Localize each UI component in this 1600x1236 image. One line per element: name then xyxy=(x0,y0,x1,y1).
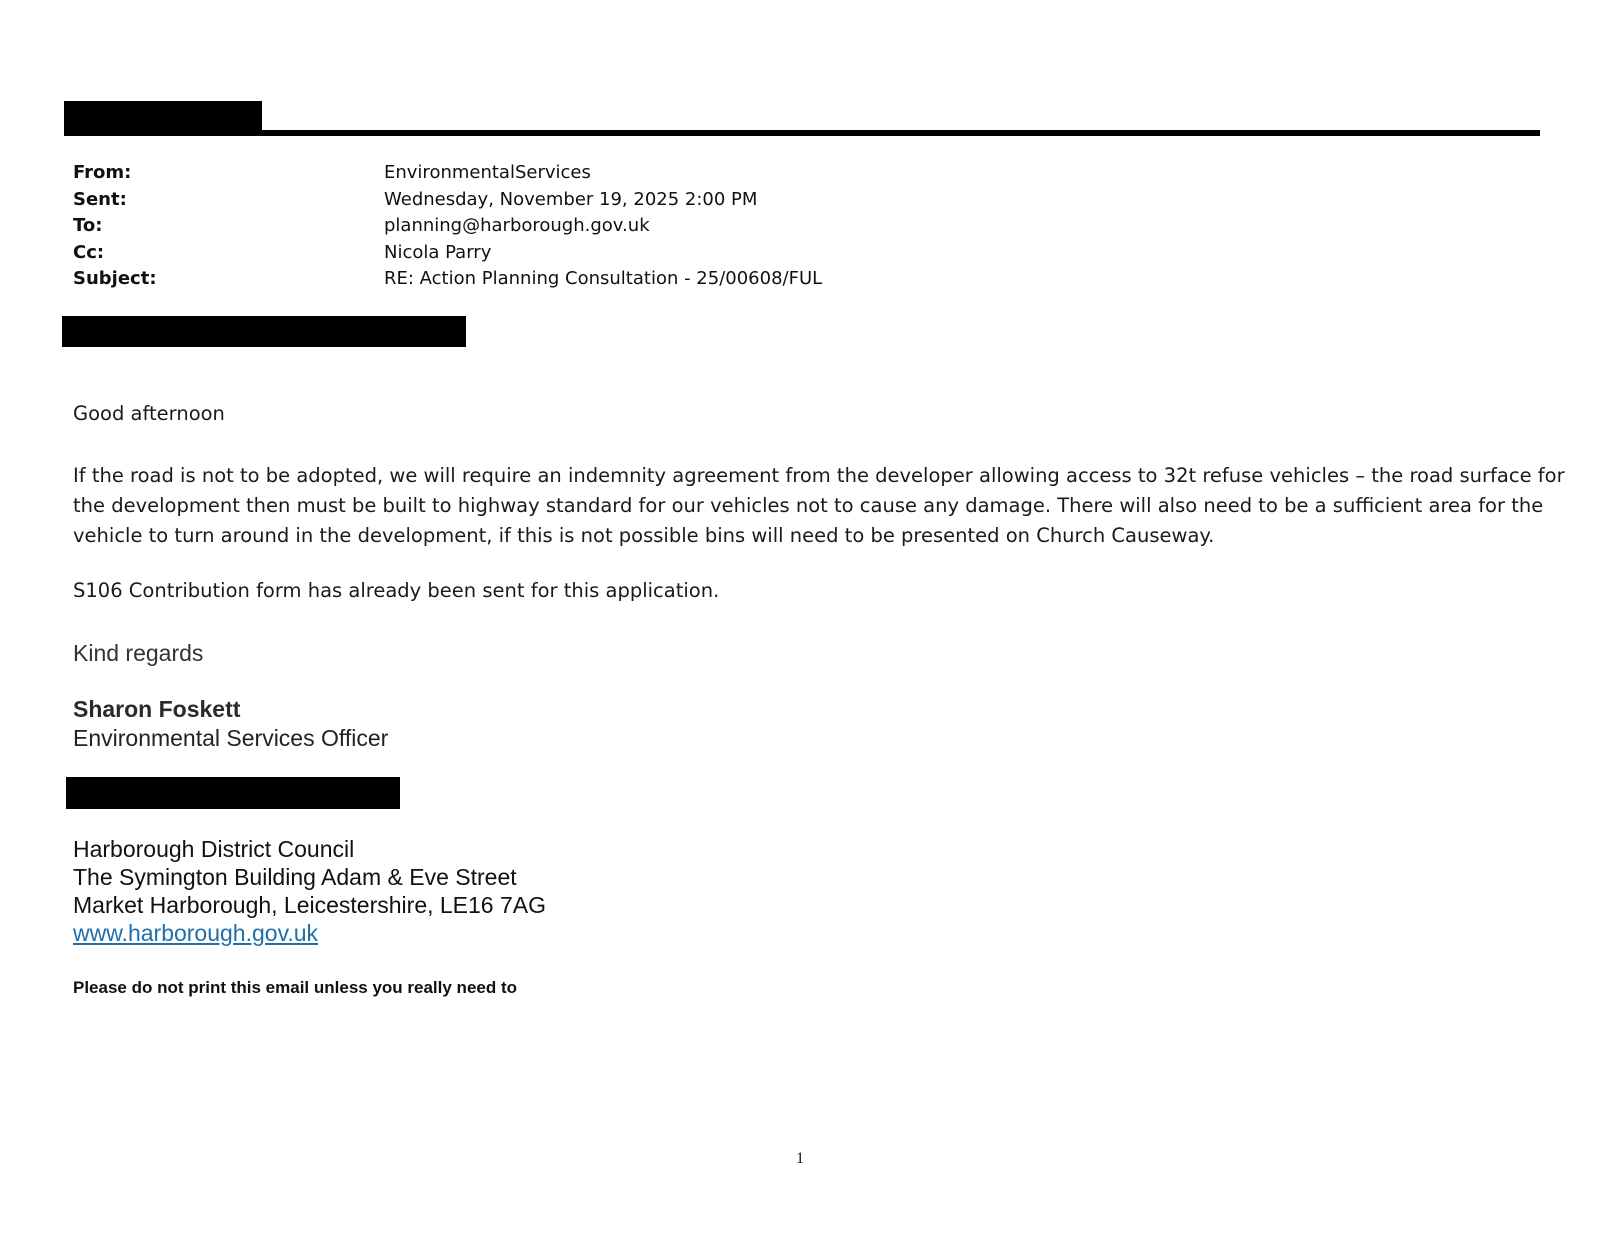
address-line: The Symington Building Adam & Eve Street xyxy=(73,864,517,890)
print-notice: Please do not print this email unless you really need to xyxy=(73,978,518,997)
header-label: Subject: xyxy=(73,268,157,289)
header-rule xyxy=(64,130,1540,136)
header-subject xyxy=(73,266,822,293)
address-line: Harborough District Council xyxy=(73,836,355,862)
header-value: Wednesday, November 19, 2025 2:00 PM xyxy=(384,188,758,210)
website-link[interactable]: www.harborough.gov.uk xyxy=(73,920,319,946)
header-value: Nicola Parry xyxy=(384,241,492,263)
header-value: EnvironmentalServices xyxy=(384,162,591,183)
header-label: Sent: xyxy=(73,188,127,210)
greeting: Good afternoon xyxy=(73,402,225,425)
header-value: planning@harborough.gov.uk xyxy=(384,215,650,236)
header-from xyxy=(73,160,822,187)
s106-note: S106 Contribution form has already been sent for this application. xyxy=(73,579,720,602)
address-line: Market Harborough, Leicestershire, LE16 7AG xyxy=(73,892,547,918)
email-header-block xyxy=(73,160,822,293)
council-address xyxy=(73,835,546,947)
header-to xyxy=(73,213,822,240)
header-label: To: xyxy=(73,215,103,236)
body-paragraph: If the road is not to be adopted, we will require an indemnity agreement from the developer allowing access to 32t refuse vehicles – the road surface for the development then must be built to highway standard for our vehicles not to cause any damage. There will also need to be a sufficient area for the vehicle to turn around in the development, if this is not possible bins will need to be presented on Church Causeway. xyxy=(73,464,1565,547)
header-value: RE: Action Planning Consultation - 25/00608/FUL xyxy=(384,268,823,289)
header-cc xyxy=(73,240,822,267)
signoff: Kind regards xyxy=(73,640,204,666)
page-number: 1 xyxy=(796,1150,804,1167)
header-label: Cc: xyxy=(73,241,105,263)
redacted-contact xyxy=(66,777,400,809)
redacted-sender-name xyxy=(64,101,262,133)
redacted-text xyxy=(62,316,466,347)
header-label: From: xyxy=(73,162,132,183)
signature-title: Environmental Services Officer xyxy=(73,725,389,751)
header-sent xyxy=(73,187,822,214)
signature-name: Sharon Foskett xyxy=(73,696,241,722)
